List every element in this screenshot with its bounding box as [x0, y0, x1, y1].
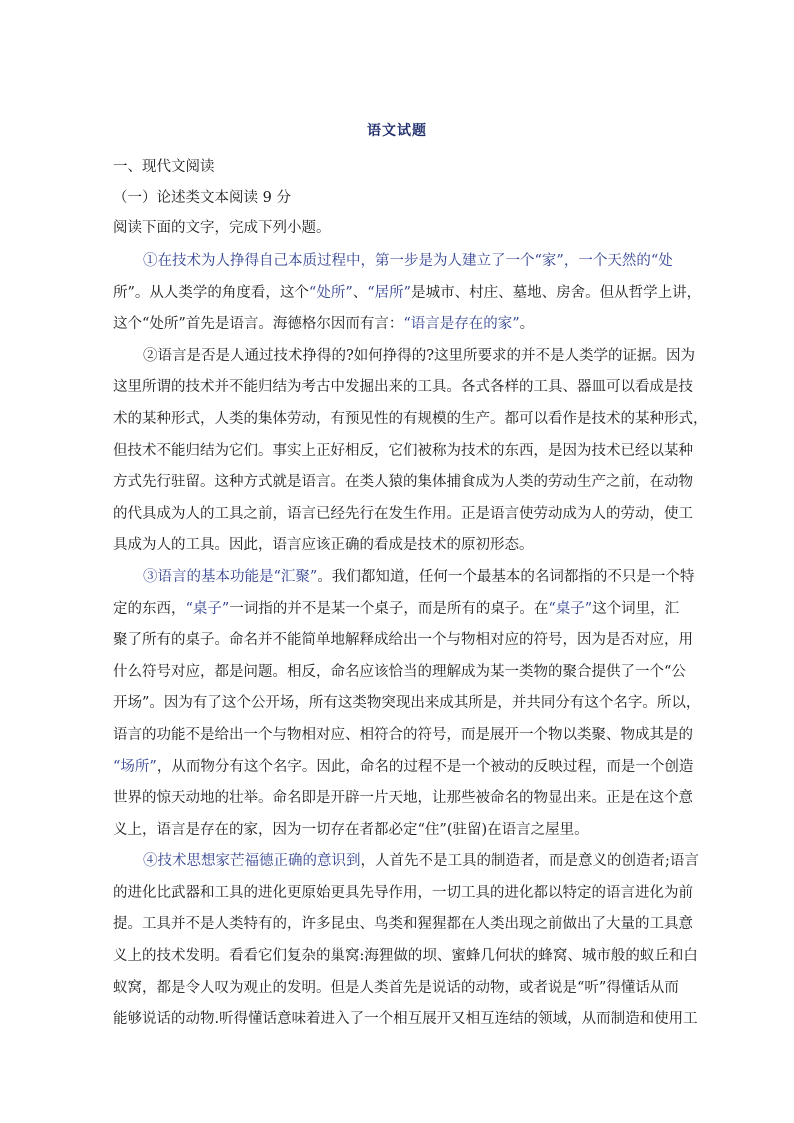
text-segment: 但技术不能归结为它们。事实上正好相反，它们被称为技术的东西，是因为技术已经以某种 [113, 442, 693, 459]
paragraph-1 [113, 246, 702, 341]
paragraph-line [113, 594, 686, 626]
text-segment: 、 [352, 284, 368, 301]
paragraph-line [113, 657, 686, 689]
paragraph-line [113, 815, 686, 847]
paragraph-2 [113, 341, 708, 562]
paragraph-line [113, 404, 708, 436]
text-segment: 这个“处所”首先是语言。海德格尔因而有言： [113, 316, 404, 333]
text-segment: 的进化比武器和工具的进化更原始更具先导作用，一切工具的进化都以特定的语言进化为前 [113, 884, 693, 901]
paragraph-line [113, 562, 695, 594]
text-segment: 义上，语言是存在的家，因为一切存在者都必定“住”(驻留)在语言之屋里。 [113, 821, 589, 838]
text-segment: 义上的技术发明。看看它们复杂的巢窝:海狸做的坝、蜜蜂几何状的蜂窝、城市般的蚁丘和白 [113, 948, 698, 965]
instruction-text: 阅读下面的文字，完成下列小题。 [113, 220, 331, 236]
paragraph-line [113, 309, 686, 341]
text-segment: 语言的功能不是给出一个与物相对应、相符合的符号，而是展开一个物以类聚、物成其是的 [113, 726, 693, 743]
text-segment: 提。工具并不是人类特有的，许多昆虫、鸟类和猩猩都在人类出现之前做出了大量的工具意 [113, 916, 693, 933]
text-segment: 聚了所有的桌子。命名并不能简单地解释成给出一个与物相对应的符号，因为是否对应，用 [113, 632, 693, 649]
text-segment: 。 [519, 316, 535, 333]
paragraph-line [113, 783, 693, 815]
text-segment: ③语言的基本功能是“汇聚” [143, 568, 318, 585]
text-segment: 什么符号对应，都是问题。相反，命名应该恰当的理解成为某一类物的聚合提供了一个“公 [113, 663, 686, 680]
text-segment: 定的东西， [113, 600, 186, 617]
text-segment: ①在技术为人挣得自己本质过程中，第一步是为人建立了一个“家”，一个天然的“处 [143, 253, 673, 269]
text-segment: 这里所谓的技术并不能归结为考古中发掘出来的工具。各式各样的工具、器皿可以看成是技 [113, 379, 693, 396]
text-segment: 蚁窝，都是令人叹为观止的发明。但是人类首先是说话的动物，或者说是“听”得懂话从而 [113, 979, 679, 996]
page-title: 语文试题 [367, 123, 427, 139]
article-body [113, 246, 708, 1036]
paragraph-line [113, 941, 698, 973]
text-segment: “处所” [308, 284, 353, 301]
paragraph-line [113, 846, 699, 878]
paragraph-line [113, 625, 693, 657]
text-segment: 具成为人的工具。因此，语言应该正确的看成是技术的原初形态。 [113, 537, 534, 554]
paragraph-line [113, 246, 686, 278]
text-segment: 方式先行驻留。这种方式就是语言。在类人猿的集体捕食成为人类的劳动生产之前，在动物 [113, 474, 693, 491]
paragraph-line [113, 1004, 698, 1036]
subsection-heading: （一）论述类文本阅读 9 分 [113, 190, 291, 206]
paragraph-line [113, 499, 693, 531]
paragraph-line [113, 341, 696, 373]
paragraph-line [113, 372, 693, 404]
text-segment: ，人首先不是工具的制造者，而是意义的创造者;语言 [360, 853, 699, 870]
text-segment: “语言是存在的家” [403, 316, 520, 333]
text-segment: 一词指的并不是某一个桌子，而是所有的桌子。在 [229, 600, 549, 617]
text-segment: 能够说话的动物.听得懂话意味着进入了一个相互展开又相互连结的领域，从而制造和使用工 [113, 1011, 698, 1028]
paragraph-4 [113, 846, 699, 1036]
text-segment: 术的某种形式，人类的集体劳动，有预见性的有规模的生产。都可以看作是技术的某种形式， [113, 410, 708, 427]
paragraph-line [113, 436, 693, 468]
paragraph-line [113, 688, 701, 720]
text-segment: 所”。从人类学的角度看，这个 [113, 284, 309, 301]
text-segment: 这个词里，汇 [592, 600, 680, 617]
text-segment: ②语言是否是人通过技术挣得的?如何挣得的?这里所要求的并不是人类学的证据。因为 [143, 347, 696, 364]
paragraph-line [113, 278, 702, 310]
text-segment: “居所” [367, 284, 412, 301]
text-segment: “桌子” [548, 600, 593, 617]
paragraph-line [113, 878, 693, 910]
section-heading: 一、现代文阅读 [113, 159, 215, 175]
paragraph-line [113, 467, 693, 499]
text-segment: “桌子” [185, 600, 230, 617]
text-segment: “场所” [113, 758, 157, 775]
text-segment: ④技术思想家芒福德正确的意识到 [143, 853, 361, 870]
paragraph-line [113, 720, 693, 752]
text-segment: 开场”。因为有了这个公开场，所有这类物突现出来成其所是，并共同分有这个名字。所以， [113, 695, 701, 712]
paragraph-3 [113, 562, 701, 846]
text-segment: 世界的惊天动地的壮举。命名即是开辟一片天地，让那些被命名的物显出来。正是在这个意 [113, 790, 693, 807]
paragraph-line [113, 752, 694, 784]
paragraph-line [113, 530, 686, 562]
paragraph-line [113, 909, 693, 941]
text-segment: ，从而物分有这个名字。因此，命名的过程不是一个被动的反映过程，而是一个创造 [156, 758, 694, 775]
text-segment: 是城市、村庄、墓地、房舍。但从哲学上讲， [411, 284, 702, 301]
text-segment: 。我们都知道，任何一个最基本的名词都指的不只是一个特 [317, 568, 695, 585]
paragraph-line [113, 973, 686, 1005]
text-segment: 的代具成为人的工具之前，语言已经先行在发生作用。正是语言使劳动成为人的劳动，使工 [113, 505, 693, 522]
